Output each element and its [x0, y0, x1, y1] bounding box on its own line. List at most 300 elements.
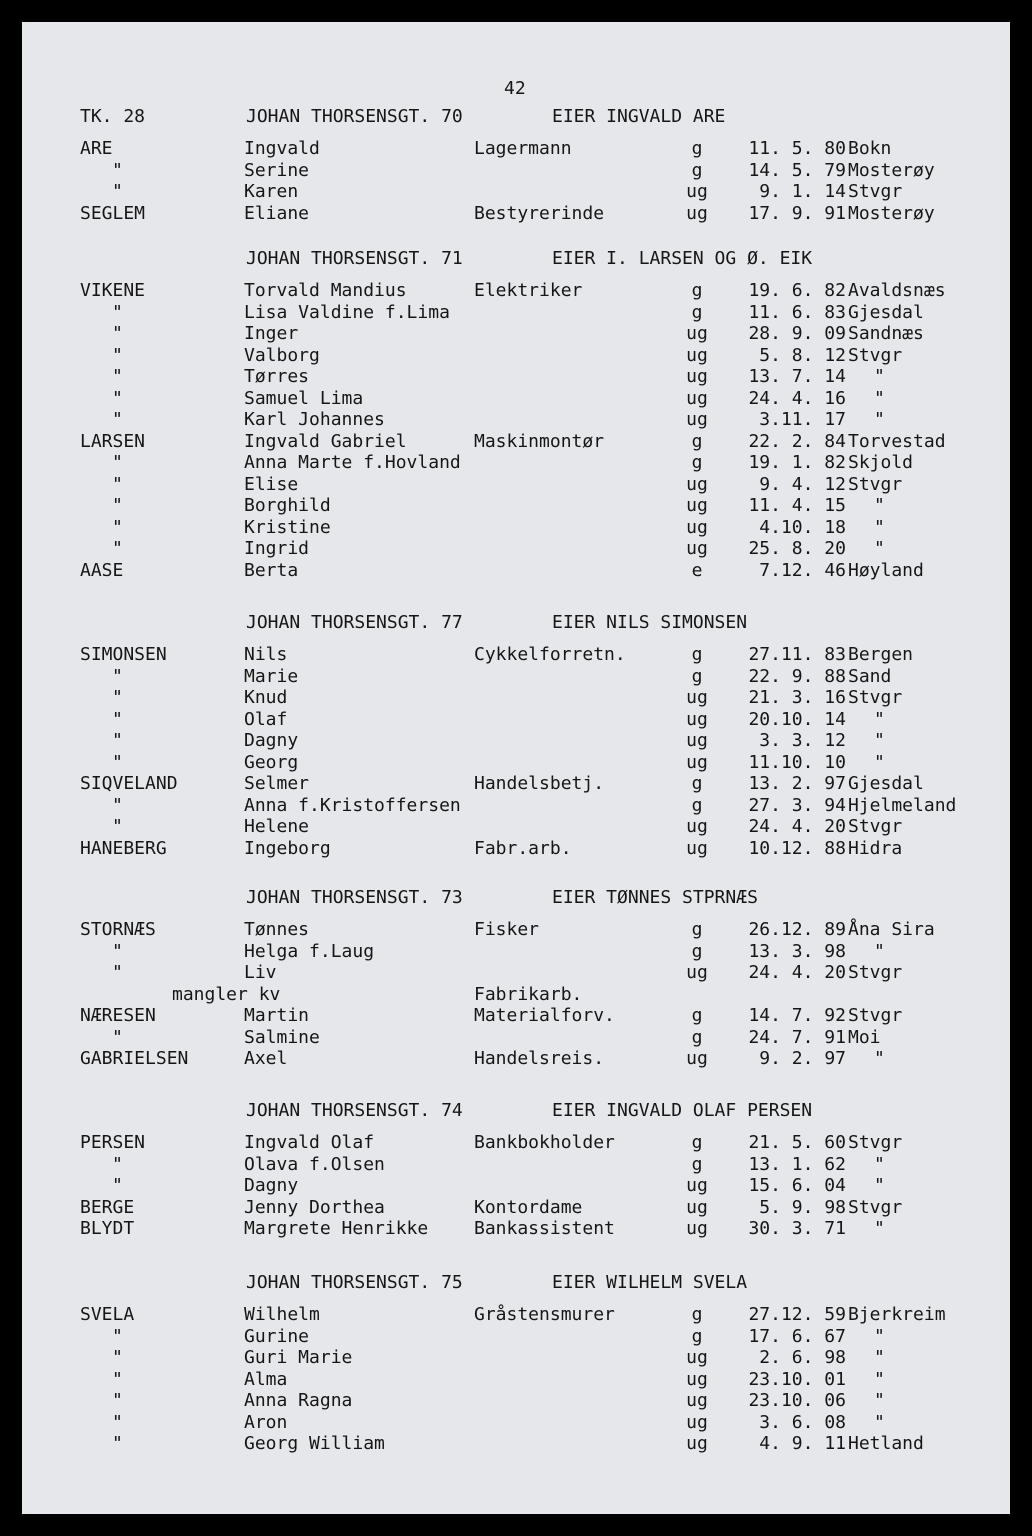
- given-name: Margrete Henrikke: [244, 1218, 429, 1239]
- person-row: [22, 160, 1010, 182]
- birth-date: 22. 2. 84: [748, 430, 846, 452]
- owner: EIER WILHELM SVELA: [552, 1272, 748, 1293]
- birth-date: 22. 9. 88: [748, 665, 846, 687]
- birth-date: 11. 6. 83: [748, 301, 846, 323]
- birth-date: 11. 5. 80: [748, 138, 846, 159]
- surname: SIQVELAND: [80, 773, 178, 794]
- birth-place: Stvgr: [848, 1132, 903, 1153]
- occupation: Fabr.arb.: [474, 837, 572, 859]
- marital-status: ug: [686, 344, 708, 366]
- given-name: Serine: [244, 159, 310, 181]
- person-row: [22, 1218, 1010, 1240]
- person-row: [22, 709, 1010, 731]
- birth-place: ": [874, 1347, 885, 1368]
- person-row: [22, 1412, 1010, 1434]
- birth-date: 9. 2. 97: [759, 1048, 846, 1069]
- birth-date: 15. 6. 04: [748, 1175, 846, 1196]
- marital-status: ug: [686, 730, 708, 751]
- birth-date: 13. 1. 62: [748, 1153, 846, 1175]
- person-row: [22, 302, 1010, 324]
- address-header: [22, 248, 1010, 270]
- given-name: Liv: [244, 962, 277, 983]
- marital-status: g: [691, 138, 703, 159]
- birth-date: 21. 3. 16: [748, 687, 846, 708]
- surname: ": [112, 751, 123, 773]
- surname: ": [112, 387, 123, 409]
- given-name: Dagny: [244, 730, 299, 751]
- surname: ": [112, 495, 123, 516]
- birth-date: 23.10. 06: [748, 1390, 846, 1411]
- owner: EIER I. LARSEN OG Ø. EIK: [552, 248, 813, 269]
- marital-status: ug: [686, 1218, 708, 1239]
- given-name: Anna f.Kristoffersen: [244, 794, 461, 816]
- given-name: Tørres: [244, 366, 310, 387]
- person-row: [22, 345, 1010, 367]
- given-name: Elise: [244, 473, 299, 495]
- given-name: Knud: [244, 687, 288, 708]
- owner: EIER TØNNES STPRNÆS: [552, 887, 758, 908]
- marital-status: ug: [686, 1196, 708, 1218]
- surname: ": [112, 344, 123, 366]
- given-name: Olaf: [244, 708, 288, 730]
- birth-place: ": [874, 516, 885, 538]
- given-name: Anna Marte f.Hovland: [244, 452, 461, 473]
- birth-place: Stvgr: [848, 473, 903, 495]
- person-row: [22, 452, 1010, 474]
- marital-status: ug: [686, 516, 708, 538]
- person-row: [22, 1005, 1010, 1027]
- surname: ": [112, 794, 123, 816]
- given-name: Torvald Mandius: [244, 280, 407, 301]
- person-row: [22, 919, 1010, 941]
- birth-place: Stvgr: [848, 816, 903, 837]
- birth-date: 23.10. 01: [748, 1368, 846, 1390]
- person-row: [22, 474, 1010, 496]
- marital-status: g: [691, 452, 703, 473]
- birth-place: ": [874, 940, 885, 962]
- surname: STORNÆS: [80, 919, 156, 940]
- given-name: Eliane: [244, 202, 310, 224]
- person-row: [22, 323, 1010, 345]
- surname: ": [112, 1368, 123, 1390]
- surname: NÆRESEN: [80, 1005, 156, 1026]
- birth-place: Hjelmeland: [848, 794, 957, 816]
- person-row: [22, 816, 1010, 838]
- given-name: Guri Marie: [244, 1347, 353, 1368]
- marital-status: ug: [686, 181, 708, 202]
- birth-place: Stvgr: [848, 344, 903, 366]
- birth-place: Gjesdal: [848, 301, 924, 323]
- address-header: [22, 887, 1010, 909]
- person-row: [22, 1048, 1010, 1070]
- marital-status: ug: [686, 366, 708, 387]
- person-row: [22, 366, 1010, 388]
- person-row: [22, 203, 1010, 225]
- birth-place: ": [874, 1175, 885, 1196]
- birth-place: Åna Sira: [848, 919, 935, 940]
- marital-status: g: [691, 1005, 703, 1026]
- given-name: Wilhelm: [244, 1304, 320, 1325]
- person-row: [22, 984, 1010, 1006]
- birth-date: 24. 7. 91: [748, 1026, 846, 1048]
- given-name: Aron: [244, 1411, 288, 1433]
- birth-date: 3. 6. 08: [759, 1411, 846, 1433]
- surname: ": [112, 409, 123, 430]
- marital-status: ug: [686, 1411, 708, 1433]
- marital-status: g: [691, 1153, 703, 1175]
- marital-status: ug: [686, 387, 708, 409]
- birth-place: Hidra: [848, 837, 903, 859]
- surname: ": [112, 816, 123, 837]
- given-name: Inger: [244, 323, 299, 344]
- person-row: [22, 1154, 1010, 1176]
- birth-date: 27. 3. 94: [748, 794, 846, 816]
- birth-date: 24. 4. 20: [748, 816, 846, 837]
- street-address: JOHAN THORSENSGT. 74: [246, 1100, 463, 1121]
- marital-status: g: [691, 940, 703, 962]
- birth-place: ": [874, 1368, 885, 1390]
- surname: ": [112, 665, 123, 687]
- marital-status: ug: [686, 1048, 708, 1069]
- occupation: Cykkelforretn.: [474, 644, 626, 665]
- marital-status: ug: [686, 1175, 708, 1196]
- marital-status: e: [691, 559, 703, 581]
- surname: ": [112, 181, 123, 202]
- occupation: Gråstensmurer: [474, 1304, 615, 1325]
- given-name: Georg William: [244, 1433, 385, 1454]
- given-name: Axel: [244, 1048, 288, 1069]
- person-row: [22, 941, 1010, 963]
- birth-date: 5. 8. 12: [759, 344, 846, 366]
- surname: ": [112, 159, 123, 181]
- street-address: JOHAN THORSENSGT. 70: [246, 106, 463, 127]
- birth-date: 27.11. 83: [748, 644, 846, 665]
- given-name: Karl Johannes: [244, 409, 385, 430]
- person-row: [22, 1433, 1010, 1455]
- given-name: Martin: [244, 1005, 310, 1026]
- marital-status: ug: [686, 409, 708, 430]
- surname: ": [112, 1390, 123, 1411]
- marital-status: ug: [686, 1433, 708, 1454]
- birth-place: Mosterøy: [848, 159, 935, 181]
- given-name: Jenny Dorthea: [244, 1196, 385, 1218]
- birth-date: 5. 9. 98: [759, 1196, 846, 1218]
- marital-status: g: [691, 1026, 703, 1048]
- given-name: Ingvald: [244, 138, 320, 159]
- occupation: Lagermann: [474, 138, 572, 159]
- occupation: Fisker: [474, 919, 540, 940]
- marital-status: g: [691, 1304, 703, 1325]
- marital-status: g: [691, 159, 703, 181]
- street-address: JOHAN THORSENSGT. 71: [246, 248, 463, 269]
- owner: EIER INGVALD ARE: [552, 106, 726, 127]
- person-row: [22, 538, 1010, 560]
- birth-date: 4. 9. 11: [759, 1433, 846, 1454]
- surname: SEGLEM: [80, 202, 146, 224]
- surname: SVELA: [80, 1304, 135, 1325]
- given-name: Ingvald Olaf: [244, 1132, 375, 1153]
- birth-place: Gjesdal: [848, 773, 924, 794]
- surname: SIMONSEN: [80, 644, 167, 665]
- birth-date: 26.12. 89: [748, 919, 846, 940]
- given-name: Helga f.Laug: [244, 940, 375, 962]
- birth-place: Avaldsnæs: [848, 280, 946, 301]
- person-row: [22, 431, 1010, 453]
- birth-place: ": [874, 538, 885, 559]
- occupation: Bankbokholder: [474, 1132, 615, 1153]
- birth-place: Bjerkreim: [848, 1304, 946, 1325]
- marital-status: g: [691, 644, 703, 665]
- birth-place: ": [874, 730, 885, 751]
- given-name: Ingeborg: [244, 837, 331, 859]
- birth-date: 13. 2. 97: [748, 773, 846, 794]
- birth-date: 4.10. 18: [759, 516, 846, 538]
- birth-date: 24. 4. 20: [748, 962, 846, 983]
- marital-status: g: [691, 794, 703, 816]
- marital-status: ug: [686, 962, 708, 983]
- person-row: [22, 962, 1010, 984]
- marital-status: ug: [686, 202, 708, 224]
- birth-date: 17. 6. 67: [748, 1325, 846, 1347]
- person-row: [22, 838, 1010, 860]
- occupation: Handelsbetj.: [474, 773, 605, 794]
- given-name: Tønnes: [244, 919, 310, 940]
- address-header: [22, 106, 1010, 128]
- surname: ": [112, 1347, 123, 1368]
- given-name: Karen: [244, 181, 299, 202]
- street-address: JOHAN THORSENSGT. 73: [246, 887, 463, 908]
- surname: VIKENE: [80, 280, 146, 301]
- marital-status: ug: [686, 1390, 708, 1411]
- birth-place: Torvestad: [848, 430, 946, 452]
- surname: AASE: [80, 559, 124, 581]
- birth-place: Sand: [848, 665, 892, 687]
- birth-date: 10.12. 88: [748, 837, 846, 859]
- birth-place: ": [874, 1218, 885, 1239]
- surname: ": [112, 1175, 123, 1196]
- marital-status: g: [691, 430, 703, 452]
- surname: ": [112, 301, 123, 323]
- page-number: 42: [504, 78, 526, 99]
- address-header: [22, 612, 1010, 634]
- person-row: [22, 1347, 1010, 1369]
- birth-date: 27.12. 59: [748, 1304, 846, 1325]
- birth-date: 30. 3. 71: [748, 1218, 846, 1239]
- birth-place: ": [874, 387, 885, 409]
- marital-status: ug: [686, 538, 708, 559]
- given-name: Ingvald Gabriel: [244, 430, 407, 452]
- birth-place: Stvgr: [848, 687, 903, 708]
- birth-place: Sandnæs: [848, 323, 924, 344]
- given-name: Helene: [244, 816, 310, 837]
- given-name: Ingrid: [244, 538, 310, 559]
- surname: GABRIELSEN: [80, 1048, 189, 1069]
- marital-status: ug: [686, 837, 708, 859]
- surname: ": [112, 538, 123, 559]
- person-row: [22, 1369, 1010, 1391]
- birth-place: ": [874, 495, 885, 516]
- tk-number: TK. 28: [80, 106, 146, 127]
- marital-status: g: [691, 773, 703, 794]
- surname: mangler kv: [172, 983, 281, 1005]
- marital-status: ug: [686, 816, 708, 837]
- address-header: [22, 1272, 1010, 1294]
- surname: ": [112, 940, 123, 962]
- person-row: [22, 517, 1010, 539]
- birth-place: Stvgr: [848, 962, 903, 983]
- birth-place: ": [874, 1325, 885, 1347]
- occupation: Kontordame: [474, 1196, 583, 1218]
- birth-place: Stvgr: [848, 1196, 903, 1218]
- surname: ": [112, 1433, 123, 1454]
- person-row: [22, 666, 1010, 688]
- birth-date: 3. 3. 12: [759, 730, 846, 751]
- person-row: [22, 560, 1010, 582]
- marital-status: g: [691, 301, 703, 323]
- person-row: [22, 1390, 1010, 1412]
- birth-place: ": [874, 1048, 885, 1069]
- person-row: [22, 280, 1010, 302]
- surname: ": [112, 687, 123, 708]
- marital-status: g: [691, 1325, 703, 1347]
- surname: PERSEN: [80, 1132, 146, 1153]
- marital-status: ug: [686, 1368, 708, 1390]
- birth-date: 14. 5. 79: [748, 159, 846, 181]
- birth-place: Høyland: [848, 559, 924, 581]
- given-name: Borghild: [244, 495, 331, 516]
- street-address: JOHAN THORSENSGT. 77: [246, 612, 463, 633]
- birth-place: ": [874, 1153, 885, 1175]
- marital-status: g: [691, 280, 703, 301]
- person-row: [22, 388, 1010, 410]
- birth-place: Bokn: [848, 138, 892, 159]
- owner: EIER INGVALD OLAF PERSEN: [552, 1100, 813, 1121]
- person-row: [22, 1027, 1010, 1049]
- person-row: [22, 752, 1010, 774]
- birth-place: ": [874, 751, 885, 773]
- person-row: [22, 687, 1010, 709]
- person-row: [22, 1175, 1010, 1197]
- given-name: Lisa Valdine f.Lima: [244, 301, 450, 323]
- occupation: Maskinmontør: [474, 430, 605, 452]
- birth-date: 24. 4. 16: [748, 387, 846, 409]
- marital-status: ug: [686, 323, 708, 344]
- given-name: Valborg: [244, 344, 320, 366]
- birth-place: Hetland: [848, 1433, 924, 1454]
- surname: BERGE: [80, 1196, 135, 1218]
- given-name: Gurine: [244, 1325, 310, 1347]
- occupation: Materialforv.: [474, 1005, 615, 1026]
- birth-place: ": [874, 409, 885, 430]
- birth-place: Moi: [848, 1026, 881, 1048]
- birth-place: Bergen: [848, 644, 914, 665]
- birth-place: Mosterøy: [848, 202, 935, 224]
- birth-date: 9. 4. 12: [759, 473, 846, 495]
- person-row: [22, 1132, 1010, 1154]
- occupation: Bestyrerinde: [474, 202, 605, 224]
- birth-date: 28. 9. 09: [748, 323, 846, 344]
- birth-place: Skjold: [848, 452, 914, 473]
- address-header: [22, 1100, 1010, 1122]
- given-name: Dagny: [244, 1175, 299, 1196]
- surname: ": [112, 1411, 123, 1433]
- occupation: Handelsreis.: [474, 1048, 605, 1069]
- owner: EIER NILS SIMONSEN: [552, 612, 748, 633]
- person-row: [22, 773, 1010, 795]
- surname: ": [112, 366, 123, 387]
- surname: BLYDT: [80, 1218, 135, 1239]
- occupation: Elektriker: [474, 280, 583, 301]
- surname: ": [112, 473, 123, 495]
- birth-date: 9. 1. 14: [759, 181, 846, 202]
- birth-date: 14. 7. 92: [748, 1005, 846, 1026]
- given-name: Marie: [244, 665, 299, 687]
- surname: HANEBERG: [80, 837, 167, 859]
- given-name: Anna Ragna: [244, 1390, 353, 1411]
- person-row: [22, 730, 1010, 752]
- birth-date: 11.10. 10: [748, 751, 846, 773]
- birth-date: 11. 4. 15: [748, 495, 846, 516]
- birth-date: 20.10. 14: [748, 708, 846, 730]
- person-row: [22, 1197, 1010, 1219]
- person-row: [22, 795, 1010, 817]
- birth-place: ": [874, 708, 885, 730]
- birth-date: 7.12. 46: [759, 559, 846, 581]
- street-address: JOHAN THORSENSGT. 75: [246, 1272, 463, 1293]
- marital-status: g: [691, 1132, 703, 1153]
- given-name: Georg: [244, 751, 299, 773]
- marital-status: ug: [686, 473, 708, 495]
- birth-date: 21. 5. 60: [748, 1132, 846, 1153]
- marital-status: ug: [686, 687, 708, 708]
- document-page: [22, 22, 1010, 1514]
- birth-date: 13. 7. 14: [748, 366, 846, 387]
- surname: ": [112, 730, 123, 751]
- marital-status: ug: [686, 708, 708, 730]
- birth-date: 19. 1. 82: [748, 452, 846, 473]
- person-row: [22, 409, 1010, 431]
- surname: ": [112, 1026, 123, 1048]
- occupation: Fabrikarb.: [474, 983, 583, 1005]
- birth-date: 2. 6. 98: [759, 1347, 846, 1368]
- surname: ": [112, 323, 123, 344]
- surname: LARSEN: [80, 430, 146, 452]
- marital-status: g: [691, 665, 703, 687]
- birth-date: 19. 6. 82: [748, 280, 846, 301]
- marital-status: ug: [686, 751, 708, 773]
- surname: ": [112, 1153, 123, 1175]
- given-name: Olava f.Olsen: [244, 1153, 385, 1175]
- occupation: Bankassistent: [474, 1218, 615, 1239]
- person-row: [22, 181, 1010, 203]
- birth-date: 25. 8. 20: [748, 538, 846, 559]
- birth-place: Stvgr: [848, 1005, 903, 1026]
- given-name: Selmer: [244, 773, 310, 794]
- birth-date: 13. 3. 98: [748, 940, 846, 962]
- birth-place: ": [874, 1411, 885, 1433]
- marital-status: ug: [686, 1347, 708, 1368]
- surname: ARE: [80, 138, 113, 159]
- given-name: Nils: [244, 644, 288, 665]
- birth-date: 17. 9. 91: [748, 202, 846, 224]
- person-row: [22, 644, 1010, 666]
- marital-status: g: [691, 919, 703, 940]
- birth-place: ": [874, 366, 885, 387]
- surname: ": [112, 452, 123, 473]
- surname: ": [112, 516, 123, 538]
- person-row: [22, 138, 1010, 160]
- given-name: Samuel Lima: [244, 387, 364, 409]
